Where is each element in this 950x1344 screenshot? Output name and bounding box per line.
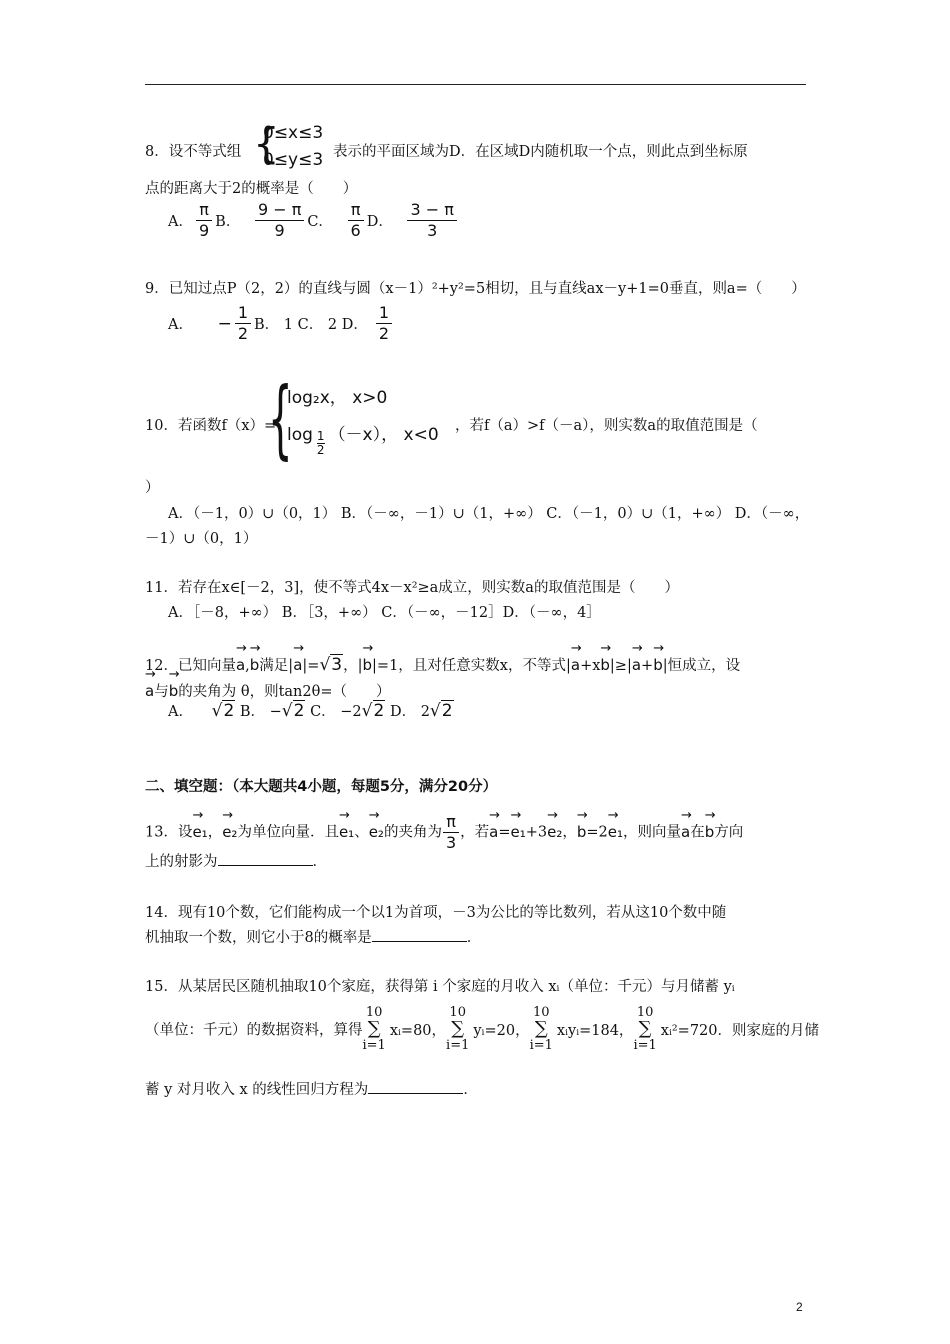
sum-upper: 10 <box>365 1005 383 1020</box>
q15-text: xᵢyᵢ=184， <box>556 1022 634 1039</box>
q9-option-a-label: A． <box>168 317 193 333</box>
frac-numerator: 3 − π <box>407 200 456 221</box>
q14-text: ． <box>466 930 482 946</box>
q15-text: ． <box>463 1082 478 1098</box>
answer-blank[interactable] <box>368 1079 463 1094</box>
frac-denominator: 3 <box>427 221 438 240</box>
q12-text: |≥| <box>609 658 632 674</box>
vector-b: → b <box>250 650 260 674</box>
q15-text: xᵢ=80， <box>389 1022 447 1039</box>
log-label: log <box>287 425 313 445</box>
brace: { <box>268 369 293 469</box>
q12-line2 <box>145 676 391 701</box>
q13-text: ， <box>207 824 223 841</box>
frac-numerator: π <box>348 200 364 221</box>
q9-option-c: C． 2 <box>297 317 338 333</box>
base-numerator: 1 <box>316 429 325 443</box>
q14-line1: 14．现有10个数，它们能构成一个以1为首项，－3为公比的等比数列，若从这10个数中随 <box>145 905 727 921</box>
case-1: log₂x， x>0 <box>287 388 388 408</box>
case-2-expr: （－x）， x<0 <box>328 425 439 445</box>
case-2 <box>287 420 439 457</box>
q13-text: 上的射影为 <box>145 854 218 870</box>
q11-options: A．［－8，+∞） B．［3，+∞） C．（－∞，－12］D．（－∞，4］ <box>168 605 601 621</box>
q15-line3 <box>145 1078 478 1099</box>
q13-text: ，若 <box>460 824 490 841</box>
frac-denominator: 2 <box>378 324 390 343</box>
q13-text: +3 <box>525 824 548 841</box>
q14-text: 机抽取一个数，则它小于8的概率是 <box>145 930 372 946</box>
q12-text: 12．已知向量 <box>145 658 236 674</box>
frac-denominator: 3 <box>445 833 457 852</box>
q13-text: 13．设 <box>145 824 193 841</box>
radicand: 2 <box>373 701 385 721</box>
q15-line1: 15．从某居民区随机抽取10个家庭，获得第 i 个家庭的月收入 xᵢ（单位：千元）与月储蓄 yᵢ <box>145 979 735 995</box>
q12-option-c-label: C． −2 <box>310 704 362 720</box>
q10-options-2: －1）∪（0，1） <box>145 531 258 547</box>
q12-line1: 12．已知向量→ a,→ b满足|→ a|=√3，|→ b|=1，且对任意实数x，不等式|→ a+x→ b|≥|→ a+→ b|恒成立，设 <box>145 650 740 675</box>
radicand: 2 <box>293 701 305 721</box>
vector-a: → a <box>489 817 498 841</box>
q9-options <box>168 303 395 344</box>
q8-option-b-label: B． <box>215 214 241 230</box>
frac-numerator: π <box>443 812 459 833</box>
q9-text: 9．已知过点P（2，2）的直线与圆（x－1）²+y²=5相切，且与直线ax－y+1=0垂直，则a=（ ） <box>145 281 806 297</box>
q15-text: yᵢ=20， <box>473 1022 530 1039</box>
inequality-2: 0≤y≤3 <box>263 150 324 170</box>
sum-upper: 10 <box>449 1005 466 1020</box>
sqrt-2: √2 <box>361 701 385 721</box>
q13-line2 <box>145 850 327 871</box>
sum-lower: i=1 <box>362 1038 386 1053</box>
answer-blank[interactable] <box>372 927 467 942</box>
frac-numerator: 9 − π <box>255 200 304 221</box>
q12-option-d-label: D． 2 <box>389 704 430 720</box>
sum-lower: i=1 <box>633 1038 657 1053</box>
vector-e1: → e₁ <box>608 817 623 841</box>
frac-denominator: 2 <box>237 324 249 343</box>
q12-text: ，| <box>343 658 363 674</box>
sum-lower: i=1 <box>446 1038 470 1053</box>
sigma-sum: 10 ∑ i=1 <box>633 1005 657 1053</box>
q13-text: 的夹角为 <box>383 824 442 841</box>
sqrt-2: √2 <box>211 701 235 721</box>
q13-text: 在 <box>690 824 705 841</box>
frac-numerator: 1 <box>376 303 392 324</box>
q12-text: 与 <box>154 684 169 700</box>
vector-e1: → e₁ <box>339 817 354 841</box>
q9-option-d-label: D． <box>341 317 368 333</box>
frac-denominator: 9 <box>198 221 210 240</box>
vector-e2: → e₂ <box>222 817 237 841</box>
q13-text: 为单位向量．且 <box>237 824 339 841</box>
q12-options <box>168 700 454 721</box>
sqrt-2: √2 <box>429 701 453 721</box>
vector-b: → b <box>705 817 715 841</box>
sigma-sum: 10 ∑ i=1 <box>446 1005 470 1053</box>
q12-text: |恒成立，设 <box>662 658 741 674</box>
vector-a: → a <box>293 650 302 674</box>
q13-text: = <box>498 824 511 841</box>
vector-b: → b <box>577 817 587 841</box>
q12-option-b-label: B． − <box>239 704 282 720</box>
vector-a: → a <box>145 676 154 700</box>
vector-b: → b <box>363 650 373 674</box>
frac-denominator: 6 <box>350 221 361 240</box>
q8-line2: 点的距离大于2的概率是（ ） <box>145 181 358 197</box>
q13-text: ，则向量 <box>623 824 682 841</box>
sigma-sum: 10 ∑ i=1 <box>362 1005 386 1053</box>
vector-e2: → e₂ <box>547 817 562 841</box>
radicand: 2 <box>441 701 453 721</box>
vector-a: → a <box>571 650 580 674</box>
q8-option-a-label: A． <box>168 214 193 230</box>
vector-e2: → e₂ <box>369 817 384 841</box>
q9-option-b: B． 1 <box>254 317 294 333</box>
sqrt-3: √3 <box>319 655 343 675</box>
q8-prefix: 8．设不等式组 <box>145 144 242 160</box>
vector-a: → a <box>236 650 245 674</box>
q12-option-a-label: A． <box>168 704 193 720</box>
q13-text: 、 <box>354 824 369 841</box>
q8-option-d-label: D． <box>366 214 393 230</box>
q10-options-1: A．（－1，0）∪（0，1） B．（－∞，－1）∪（1，+∞） C．（－1，0）∪（1，+∞） D．（－∞， <box>168 506 810 522</box>
vector-b: → b <box>653 650 663 674</box>
section-title: 二、填空题：（本大题共4小题，每题5分，满分20分） <box>145 779 498 795</box>
radicand: 3 <box>331 655 343 675</box>
sqrt-2: √2 <box>281 701 305 721</box>
vector-e1: → e₁ <box>192 817 207 841</box>
q13-text: =2 <box>586 824 608 841</box>
q10-text: ，若f（a）>f（－a），则实数a的取值范围是（ <box>455 418 758 434</box>
sum-lower: i=1 <box>529 1038 553 1053</box>
q12-text: 满足| <box>259 658 294 674</box>
inequality-1: 0≤x≤3 <box>263 123 324 143</box>
q10-prefix: 10．若函数f（x）= <box>145 418 277 434</box>
q15-line2 <box>145 1005 819 1053</box>
vector-b: → b <box>600 650 610 674</box>
sum-upper: 10 <box>532 1005 550 1020</box>
q14-line2 <box>145 926 481 947</box>
brace: { <box>253 119 280 168</box>
q10-line2: ） <box>145 480 160 496</box>
sigma-sum: 10 ∑ i=1 <box>529 1005 553 1053</box>
q8-text: 表示的平面区域为D．在区域D内随机取一个点，则此点到坐标原 <box>333 144 748 160</box>
q15-text: （单位：千元）的数据资料，算得 <box>145 1022 363 1039</box>
q13-text: 方向 <box>714 824 744 841</box>
q8-option-c-label: C． <box>307 214 333 230</box>
sum-upper: 10 <box>636 1005 654 1020</box>
frac-numerator: π <box>196 200 212 221</box>
q12-text: |=1，且对任意实数x，不等式| <box>372 658 571 674</box>
vector-e1: → e₁ <box>511 817 526 841</box>
vector-a: → a <box>632 650 641 674</box>
q11-text: 11．若存在x∈[－2，3]，使不等式4x－x²≥a成立，则实数a的取值范围是（ ） <box>145 580 679 596</box>
q13-line1 <box>145 812 743 853</box>
q12-text: 的夹角为 θ，则tan2θ=（ ） <box>178 684 391 700</box>
answer-blank[interactable] <box>218 851 313 866</box>
radicand: 2 <box>223 701 235 721</box>
frac-denominator: 9 <box>274 221 285 240</box>
q8-options <box>168 200 460 241</box>
frac-numerator: 1 <box>235 303 251 324</box>
q12-text: |= <box>302 658 320 674</box>
q15-text: xᵢ²=720．则家庭的月储 <box>660 1022 819 1039</box>
base-denominator: 2 <box>316 443 325 457</box>
vector-b: → b <box>169 676 179 700</box>
q13-text: ． <box>312 854 327 870</box>
q15-text: 蓄 y 对月收入 x 的线性回归方程为 <box>145 1082 369 1098</box>
minus-sign: − <box>217 313 232 334</box>
header-rule <box>145 84 806 85</box>
q13-text: ， <box>562 824 577 841</box>
page-number: 2 <box>796 1300 803 1314</box>
vector-a: → a <box>681 817 690 841</box>
